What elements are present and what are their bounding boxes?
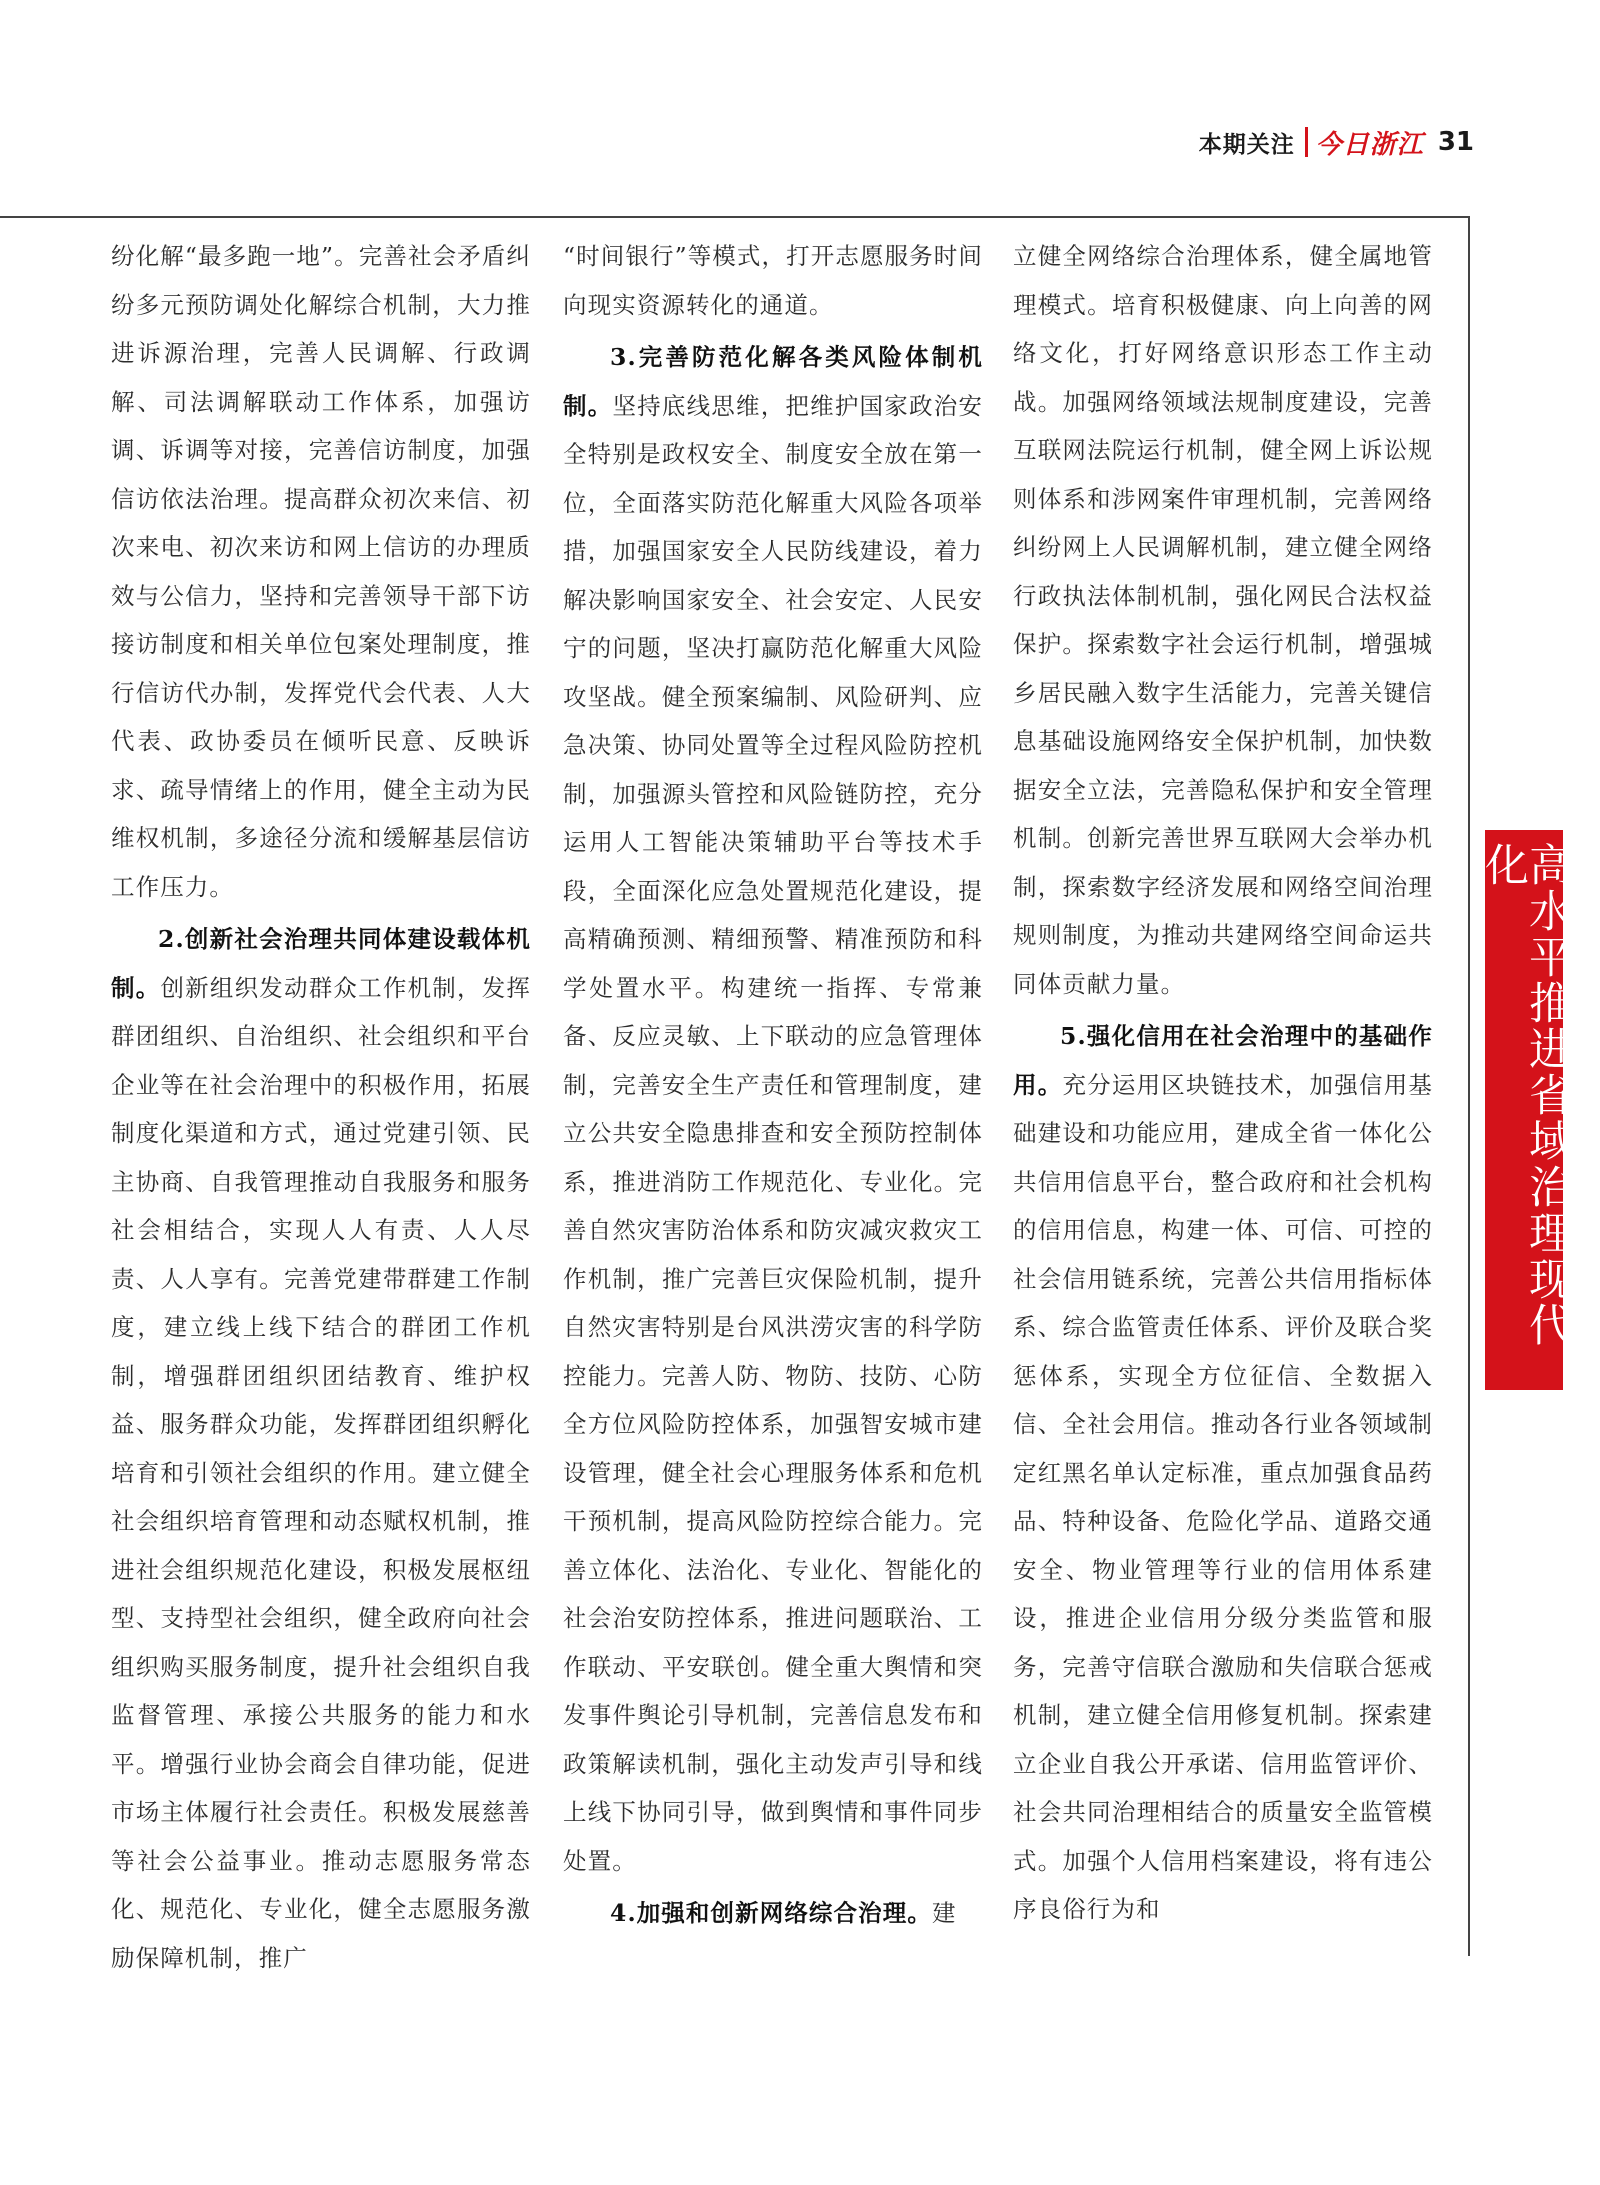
page-header: [1199, 122, 1474, 162]
subsection-heading: 5.强化信用在社会治理中的基础作用。: [1013, 1022, 1433, 1099]
paragraph-body: 创新组织发动群众工作机制，发挥群团组织、自治组织、社会组织和平台企业等在社会治理中的积极作用，拓展制度化渠道和方式，通过党建引领、民主协商、自我管理推动自我服务和服务社会相结合，实现人人有责、人人尽责、人人享有。完善党建带群建工作制度，建立线上线下结合的群团工作机制，增强群团组织团结教育、维护权益、服务群众功能，发挥群团组织孵化培育和引领社会组织的作用。建立健全社会组织培育管理和动态赋权机制，推进社会组织规范化建设，积极发展枢纽型、支持型社会组织，健全政府向社会组织购买服务制度，提升社会组织自我监督管理、承接公共服务的能力和水平。增强行业协会商会自律功能，促进市场主体履行社会责任。积极发展慈善等社会公益事业。推动志愿服务常态化、规范化、专业化，健全志愿服务激励保障机制，推广: [111, 973, 532, 1972]
text-column-3: [1013, 232, 1433, 1938]
subsection-heading: 3.完善防范化解各类风险体制机制。: [563, 343, 983, 420]
subsection-heading: 2.创新社会治理共同体建设载体机制。: [111, 925, 531, 1002]
paragraph: [563, 1889, 983, 1938]
top-rule: [0, 216, 1470, 218]
right-rule: [1468, 216, 1470, 1956]
paragraph: [563, 333, 983, 1885]
paragraph: “时间银行”等模式，打开志愿服务时间向现实资源转化的通道。: [563, 242, 983, 319]
paragraph-body: 充分运用区块链技术，加强信用基础建设和功能应用，建成全省一体化公共信用信息平台，整合政府和社会机构的信用信息，构建一体、可信、可控的社会信用链系统，完善公共信用指标体系、综合监管责任体系、评价及联合奖惩体系，实现全方位征信、全数据入信、全社会用信。推动各行业各领域制定红黑名单认定标准，重点加强食品药品、特种设备、危险化学品、道路交通安全、物业管理等行业的信用体系建设，推进企业信用分级分类监管和服务，完善守信联合激励和失信联合惩戒机制，建立健全信用修复机制。探索建立企业自我公开承诺、信用监管评价、社会共同治理相结合的质量安全监管模式。加强个人信用档案建设，将有违公序良俗行为和: [1013, 1070, 1434, 1923]
paragraph-body: 坚持底线思维，把维护国家政治安全特别是政权安全、制度安全放在第一位，全面落实防范化解重大风险各项举措，加强国家安全人民防线建设，着力解决影响国家安全、社会安定、人民安宁的问题，坚决打赢防范化解重大风险攻坚战。健全预案编制、风险研判、应急决策、协同处置等全过程风险防控机制，加强源头管控和风险链防控，充分运用人工智能决策辅助平台等技术手段，全面深化应急处置规范化建设，提高精确预测、精细预警、精准预防和科学处置水平。构建统一指挥、专常兼备、反应灵敏、上下联动的应急管理体制，完善安全生产责任和管理制度，建立公共安全隐患排查和安全预防控制体系，推进消防工作规范化、专业化。完善自然灾害防治体系和防灾减灾救灾工作机制，推广完善巨灾保险机制，提升自然灾害特别是台风洪涝灾害的科学防控能力。完善人防、物防、技防、心防全方位风险防控体系，加强智安城市建设管理，健全社会心理服务体系和危机干预机制，提高风险防控综合能力。完善立体化、法治化、专业化、智能化的社会治安防控体系，推进问题联治、工作联动、平安联创。健全重大舆情和突发事件舆论引导机制，完善信息发布和政策解读机制，强化主动发声引导和线上线下协同引导，做到舆情和事件同步处置。: [563, 391, 984, 1875]
page-number: 31: [1437, 127, 1474, 157]
text-column-1: [111, 232, 531, 1986]
paragraph: [111, 915, 531, 1982]
text-column-2: [563, 232, 983, 1942]
header-divider: [1305, 127, 1308, 157]
magazine-logo: 今日浙江: [1315, 129, 1424, 160]
paragraph: 立健全网络综合治理体系，健全属地管理模式。培育积极健康、向上向善的网络文化，打好网络意识形态工作主动战。加强网络领域法规制度建设，完善互联网法院运行机制，健全网上诉讼规则体系和涉网案件审理机制，完善网络纠纷网上人民调解机制，建立健全网络行政执法体制机制，强化网民合法权益保护。探索数字社会运行机制，增强城乡居民融入数字生活能力，完善关键信息基础设施网络安全保护机制，加快数据安全立法，完善隐私保护和安全管理机制。创新完善世界互联网大会举办机制，探索数字经济发展和网络空间治理规则制度，为推动共建网络空间命运共同体贡献力量。: [1013, 242, 1433, 998]
paragraph-body: 建: [931, 1899, 957, 1927]
subsection-heading: 4.加强和创新网络综合治理。: [610, 1899, 932, 1927]
side-tab-title: 高水平推进省域治理现代化: [1477, 842, 1572, 1348]
paragraph: 纷化解“最多跑一地”。完善社会矛盾纠纷多元预防调处化解综合机制，大力推进诉源治理，完善人民调解、行政调解、司法调解联动工作体系，加强访调、诉调等对接，完善信访制度，加强信访依法治理。提高群众初次来信、初次来电、初次来访和网上信访的办理质效与公信力，坚持和完善领导干部下访接访制度和相关单位包案处理制度，推行信访代办制，发挥党代会代表、人大代表、政协委员在倾听民意、反映诉求、疏导情绪上的作用，健全主动为民维权机制，多途径分流和缓解基层信访工作压力。: [111, 242, 531, 901]
section-label: 本期关注: [1198, 131, 1295, 158]
side-topic-tab: [1477, 830, 1572, 1390]
paragraph: [1013, 1012, 1433, 1934]
